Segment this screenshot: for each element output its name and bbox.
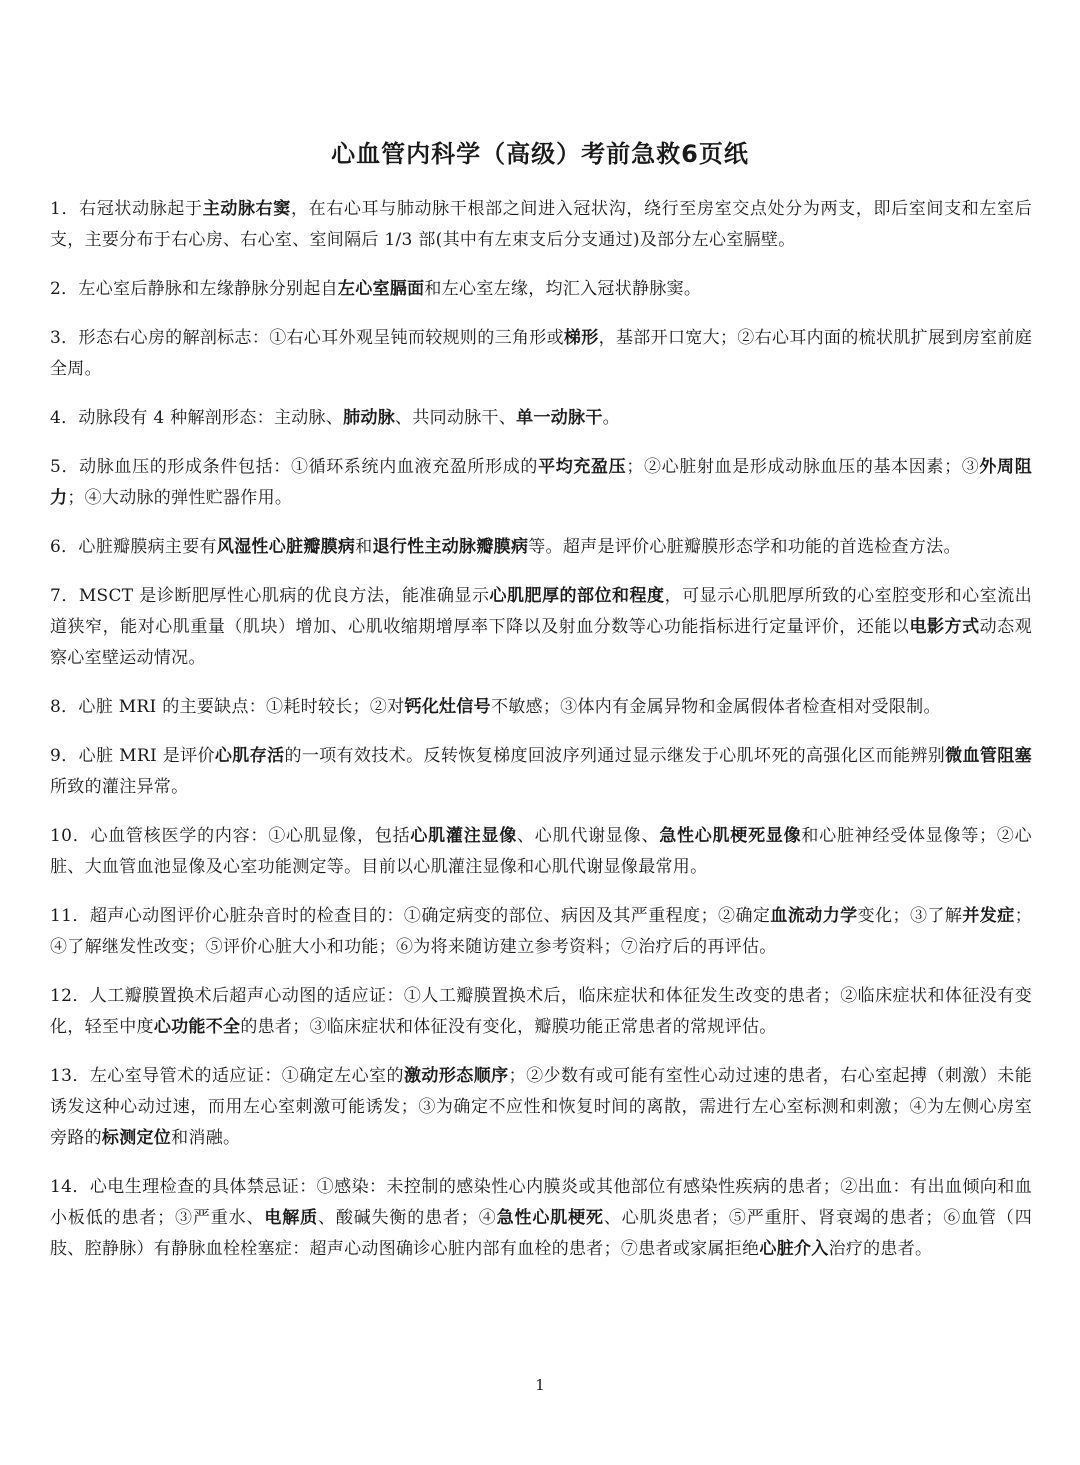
- bold-term: 电影方式: [909, 617, 980, 637]
- bold-term: 心功能不全: [153, 1017, 241, 1037]
- text-segment: 治疗的患者。: [828, 1239, 933, 1259]
- text-segment: 9．心脏 MRI 是评价: [50, 746, 215, 766]
- text-segment: 3．形态右心房的解剖标志：①右心耳外观呈钝而较规则的三角形或: [50, 328, 564, 348]
- bold-term: 风湿性心脏瓣膜病: [216, 537, 356, 557]
- text-segment: ；②心脏射血是形成动脉血压的基本因素；③: [626, 457, 980, 477]
- text-segment: 14．心电生理检查的具体禁忌证：①感染：未控制的感染性心内膜炎或其他部位有感染性疾病的患者；②出血：有出血倾向和血小板低的患者；③严重水、: [50, 1177, 1032, 1228]
- text-segment: 和消融。: [171, 1128, 241, 1148]
- text-segment: 10．心血管核医学的内容：①心肌显像，包括: [50, 826, 411, 846]
- text-segment: 13．左心室导管术的适应证：①确定左心室的: [50, 1066, 404, 1086]
- text-segment: ；②少数有或可能有室性心动过速的患者，右心室起搏（刺激）未能诱发这种心动过速，而用左心室刺激可能诱发；③为确定不应性和恢复时间的离散，需进行左心室标测和刺激；④为左侧心房室旁路的: [50, 1066, 1032, 1148]
- text-segment: ，基部开口宽大；②右心耳内面的梳状肌扩展到房室前庭全周。: [50, 328, 1032, 379]
- bold-term: 激动形态顺序: [403, 1066, 509, 1086]
- text-segment: 7．MSCT 是诊断肥厚性心肌病的优良方法，能准确显示: [50, 586, 490, 606]
- list-item: [50, 323, 1032, 385]
- text-segment: 和左心室左缘，均汇入冠状静脉窦。: [424, 279, 702, 299]
- bold-term: 心肌灌注显像: [410, 826, 518, 846]
- document-title: 心血管内科学（高级）考前急救6页纸: [331, 140, 749, 168]
- text-segment: 变化；③了解: [857, 906, 963, 926]
- bold-term: 电解质: [264, 1208, 318, 1228]
- list-item: [50, 194, 1032, 256]
- list-item: [50, 1061, 1032, 1154]
- text-segment: 、心肌代谢显像、: [517, 826, 660, 846]
- list-item: [50, 741, 1032, 803]
- text-segment: 、心肌炎患者；⑤严重肝、肾衰竭的患者；⑥血管（四肢、腔静脉）有静脉血栓栓塞症：超声心动图确诊心脏内部有血栓的患者；⑦患者或家属拒绝: [50, 1208, 1032, 1259]
- bold-term: 主动脉右窦: [202, 199, 291, 219]
- list-item: [50, 581, 1032, 674]
- bold-term: 平均充盈压: [538, 457, 627, 477]
- bold-term: 心肌存活: [214, 746, 285, 766]
- item-list: [50, 194, 1032, 1283]
- list-item: [50, 1172, 1032, 1265]
- bold-term: 左心室膈面: [337, 279, 425, 299]
- list-item: [50, 692, 1032, 723]
- text-segment: 动态观察心室壁运动情况。: [50, 617, 1033, 668]
- text-segment: 、酸碱失衡的患者；④: [317, 1208, 497, 1228]
- bold-term: 外周阻力: [50, 457, 1032, 508]
- list-item: [50, 274, 1032, 305]
- text-segment: 8．心脏 MRI 的主要缺点：①耗时较长；②对: [50, 697, 405, 717]
- text-segment: 5．动脉血压的形成条件包括：①循环系统内血液充盈所形成的: [50, 457, 539, 477]
- bold-term: 钙化灶信号: [404, 697, 491, 717]
- text-segment: ，在右心耳与肺动脉干根部之间进入冠状沟，绕行至房室交点处分为两支，即后室间支和左室后支，主要分布于右心房、右心室、室间隔后 1/3 部(其中有左束支后分支通过)及部分左心室膈壁。: [50, 199, 1032, 250]
- list-item: [50, 821, 1032, 883]
- list-item: [50, 403, 1032, 434]
- bold-term: 标测定位: [101, 1128, 172, 1148]
- text-segment: ；④了解继发性改变；⑤评价心脏大小和功能；⑥为将来随访建立参考资料；⑦治疗后的再评估。: [50, 906, 1032, 957]
- text-segment: 1．右冠状动脉起于: [50, 199, 203, 219]
- bold-term: 心脏介入: [759, 1239, 829, 1259]
- text-segment: 2．左心室后静脉和左缘静脉分别起自: [50, 279, 338, 299]
- list-item: [50, 981, 1032, 1043]
- text-segment: 的患者；③临床症状和体征没有变化，瓣膜功能正常患者的常规评估。: [240, 1017, 777, 1037]
- bold-term: 心肌肥厚的部位和程度: [489, 586, 665, 606]
- text-segment: 12．人工瓣膜置换术后超声心动图的适应证：①人工瓣膜置换术后，临床症状和体征发生改变的患者；②临床症状和体征没有变化，轻至中度: [50, 986, 1032, 1037]
- bold-term: 单一动脉干: [516, 408, 603, 428]
- list-item: [50, 901, 1032, 963]
- bold-term: 急性心肌梗死显像: [659, 826, 802, 846]
- text-segment: 6．心脏瓣膜病主要有: [50, 537, 217, 557]
- bold-term: 并发症: [962, 906, 1015, 926]
- list-item: [50, 452, 1032, 514]
- text-segment: 。: [602, 408, 620, 428]
- text-segment: ，可显示心肌肥厚所致的心室腔变形和心室流出道狭窄，能对心肌重量（肌块）增加、心肌收缩期增厚率下降以及射血分数等心功能指标进行定量评价，还能以: [50, 586, 1033, 637]
- list-item: [50, 532, 1032, 563]
- page-number: 1: [535, 1376, 545, 1394]
- text-segment: 4．动脉段有 4 种解剖形态：主动脉、: [50, 408, 344, 428]
- text-segment: 和心脏神经受体显像等；②心脏、大血管血池显像及心室功能测定等。目前以心肌灌注显像和心肌代谢显像最常用。: [50, 826, 1032, 877]
- bold-term: 急性心肌梗死: [496, 1208, 604, 1228]
- text-segment: 11．超声心动图评价心脏杂音时的检查目的：①确定病变的部位、病因及其严重程度；②确定: [50, 906, 771, 926]
- bold-term: 肺动脉: [343, 408, 396, 428]
- bold-term: 退行性主动脉瓣膜病: [372, 537, 529, 557]
- text-segment: 不敏感；③体内有金属异物和金属假体者检查相对受限制。: [490, 697, 941, 717]
- text-segment: 等。超声是评价心脏瓣膜形态学和功能的首选检查方法。: [528, 537, 961, 557]
- text-segment: 的一项有效技术。反转恢复梯度回波序列通过显示继发于心肌坏死的高强化区而能辨别: [284, 746, 946, 766]
- text-segment: ；④大动脉的弹性贮器作用。: [67, 488, 293, 508]
- text-segment: 所致的灌注异常。: [50, 777, 189, 797]
- text-segment: 和: [355, 537, 373, 557]
- bold-term: 血流动力学: [770, 906, 858, 926]
- bold-term: 梯形: [563, 328, 599, 348]
- text-segment: 、共同动脉干、: [395, 408, 517, 428]
- bold-term: 微血管阻塞: [945, 746, 1032, 766]
